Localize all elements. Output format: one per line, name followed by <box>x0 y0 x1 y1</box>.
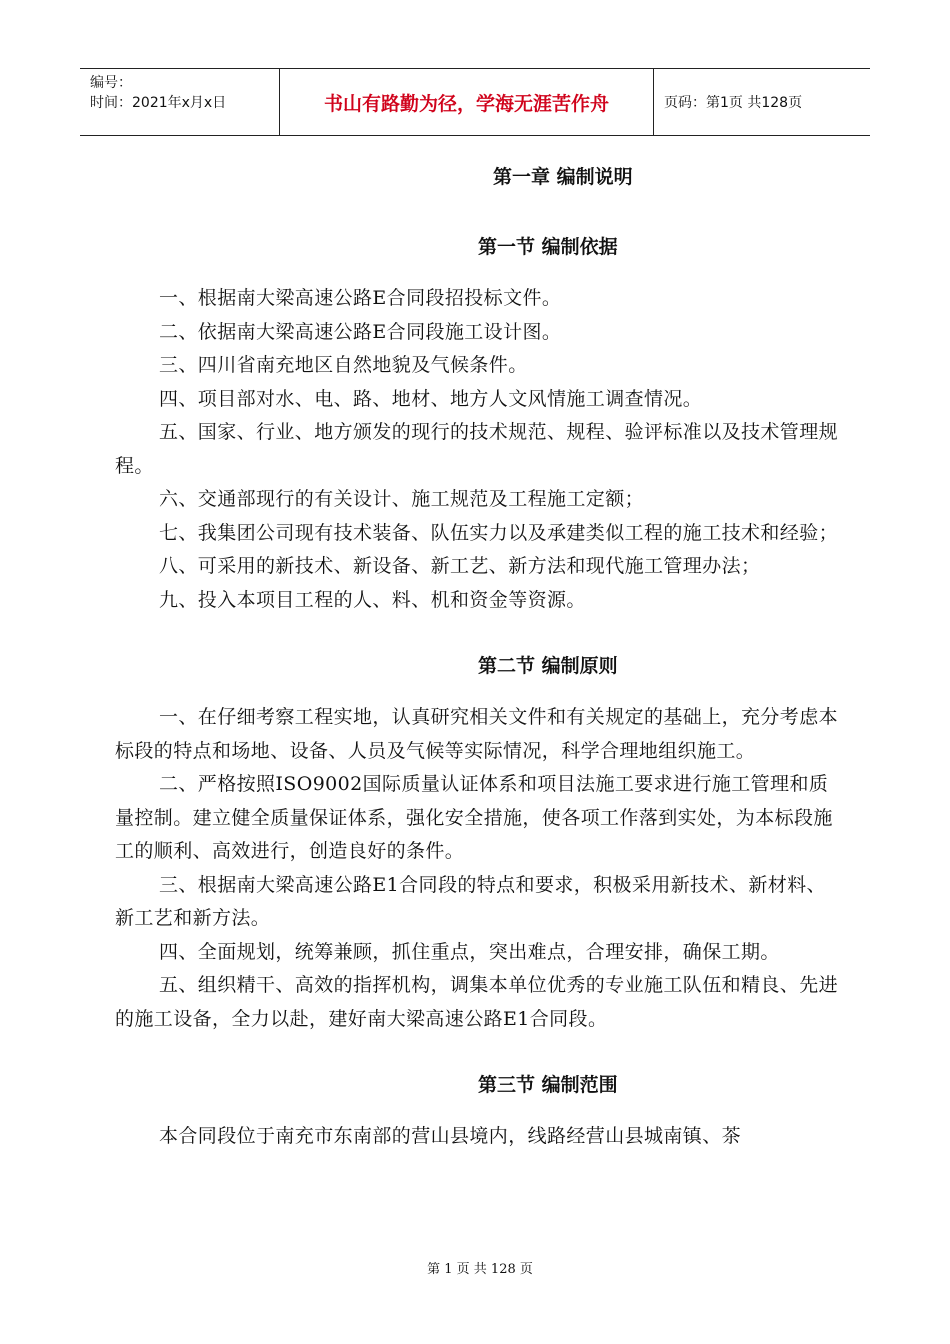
paragraph: 二、依据南大梁高速公路E合同段施工设计图。 <box>159 320 562 343</box>
paragraph: 四、全面规划，统筹兼顾，抓住重点，突出难点，合理安排，确保工期。 <box>159 940 780 963</box>
section-title: 第一节 编制依据 <box>478 236 618 258</box>
section-title: 第二节 编制原则 <box>478 655 618 677</box>
document-body <box>115 162 840 1154</box>
paragraph: 七、我集团公司现有技术装备、队伍实力以及承建类似工程的施工技术和经验； <box>159 521 839 544</box>
paragraph: 五、国家、行业、地方颁发的现行的技术规范、规程、验评标准以及技术管理规程。 <box>115 421 839 477</box>
header-page-code: 页码：第1页 共128页 <box>664 95 803 111</box>
paragraph: 四、项目部对水、电、路、地材、地方人文风情施工调查情况。 <box>159 387 703 410</box>
paragraph: 二、严格按照ISO9002国际质量认证体系和项目法施工要求进行施工管理和质量控制。建立健全质量保证体系，强化安全措施，使各项工作落到实处，为本标段施工的顺利、高效进行，创造良好的条件。 <box>115 773 833 862</box>
page-footer: 第 1 页 共 128 页 <box>427 1262 533 1277</box>
paragraph: 一、在仔细考察工程实地，认真研究相关文件和有关规定的基础上，充分考虑本标段的特点和场地、设备、人员及气候等实际情况，科学合理地组织施工。 <box>115 706 839 762</box>
paragraph: 三、四川省南充地区自然地貌及气候条件。 <box>159 354 528 376</box>
chapter-title: 第一章 编制说明 <box>493 166 633 188</box>
paragraph: 本合同段位于南充市东南部的营山县境内，线路经营山县城南镇、茶 <box>159 1125 742 1147</box>
paragraph: 八、可采用的新技术、新设备、新工艺、新方法和现代施工管理办法； <box>159 555 761 577</box>
paragraph: 六、交通部现行的有关设计、施工规范及工程施工定额； <box>159 488 645 510</box>
paragraph: 五、组织精干、高效的指挥机构，调集本单位优秀的专业施工队伍和精良、先进的施工设备，全力以赴，建好南大梁高速公路E1合同段。 <box>115 974 839 1030</box>
page-header <box>80 68 870 136</box>
document-number-label: 编号： <box>90 75 132 91</box>
section-title: 第三节 编制范围 <box>478 1074 618 1096</box>
paragraph: 九、投入本项目工程的人、料、机和资金等资源。 <box>159 588 586 611</box>
header-motto: 书山有路勤为径，学海无涯苦作舟 <box>280 69 654 135</box>
document-time-label: 时间：2021年x月x日 <box>90 95 227 111</box>
paragraph: 一、根据南大梁高速公路E合同段招投标文件。 <box>159 287 562 309</box>
paragraph: 三、根据南大梁高速公路E1合同段的特点和要求，积极采用新技术、新材料、新工艺和新方法。 <box>115 873 826 929</box>
header-meta <box>80 69 280 135</box>
